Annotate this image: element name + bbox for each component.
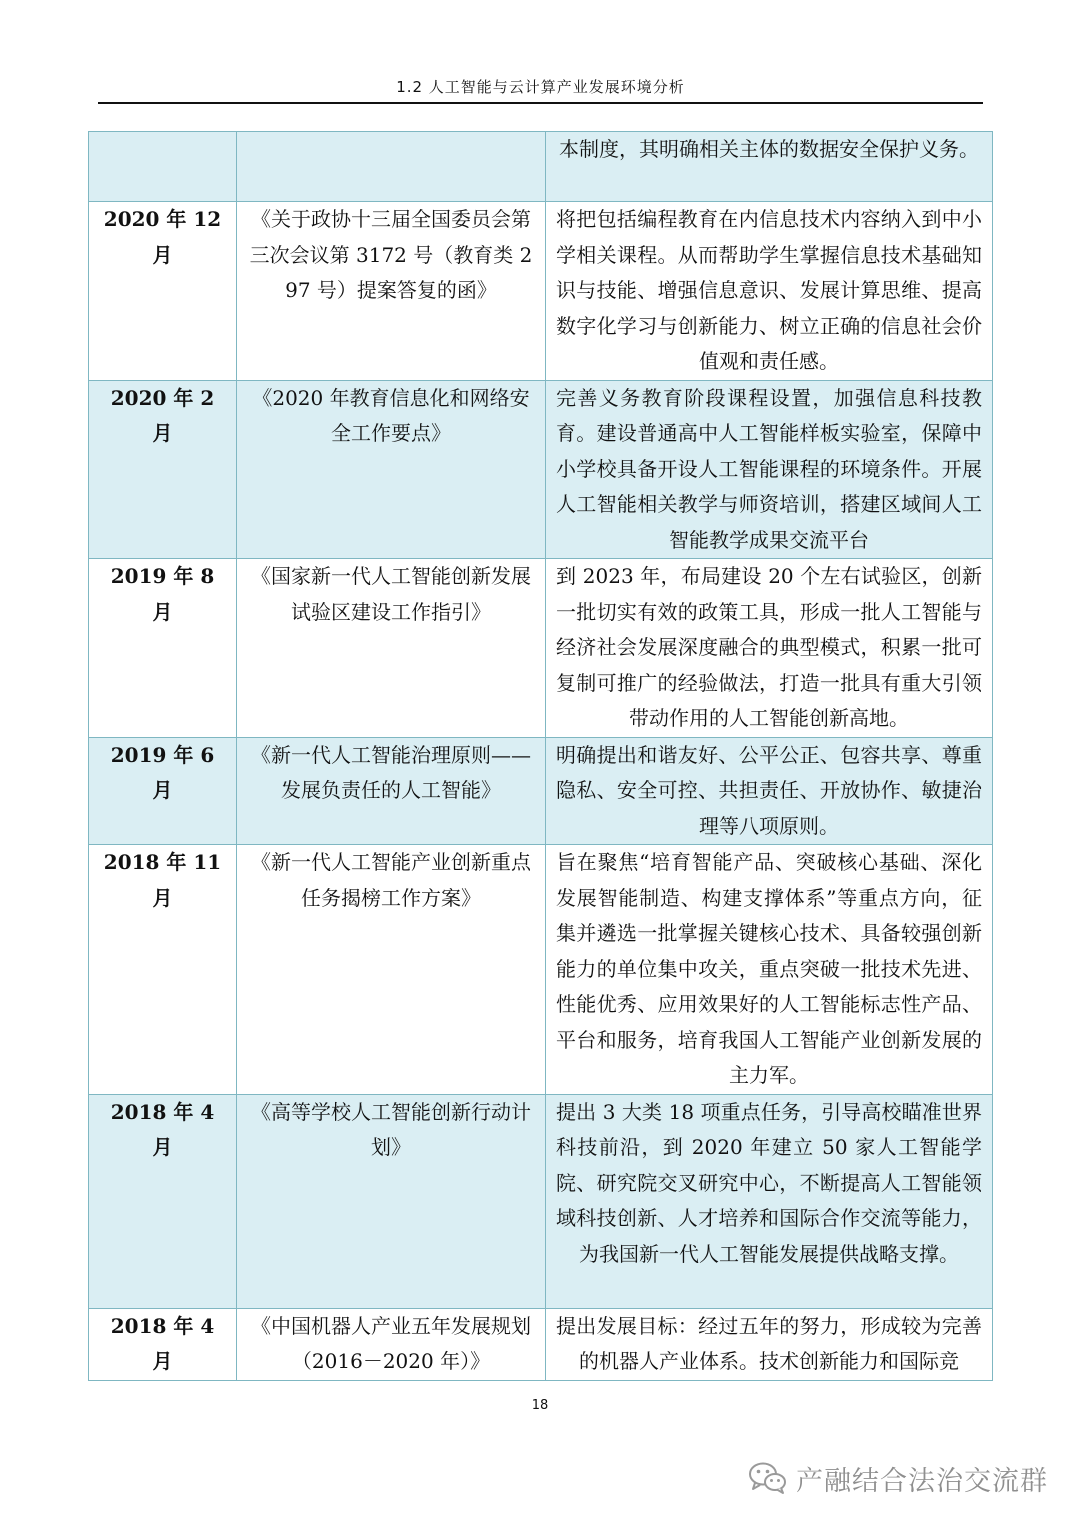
policy-document: 《2020 年教育信息化和网络安全工作要点》: [237, 380, 546, 559]
policy-description: 提出发展目标：经过五年的努力，形成较为完善的机器人产业体系。技术创新能力和国际竞: [546, 1308, 993, 1380]
table-row: [89, 132, 993, 202]
policy-document: 《新一代人工智能产业创新重点任务揭榜工作方案》: [237, 845, 546, 1095]
policy-date: [89, 132, 237, 202]
page-header-title: 1.2 人工智能与云计算产业发展环境分析: [396, 78, 685, 96]
policy-date: 2019 年 8 月: [89, 559, 237, 738]
policy-date: 2020 年 2 月: [89, 380, 237, 559]
policy-description: 旨在聚焦“培育智能产品、突破核心基础、深化发展智能制造、构建支撑体系”等重点方向，征集并遴选一批掌握关键核心技术、具备较强创新能力的单位集中攻关，重点突破一批技术先进、性能优秀、应用效果好的人工智能标志性产品、平台和服务，培育我国人工智能产业创新发展的主力军。: [546, 845, 993, 1095]
table-row: [89, 1308, 993, 1380]
policy-date: 2019 年 6 月: [89, 737, 237, 845]
policy-description: 完善义务教育阶段课程设置，加强信息科技教育。建设普通高中人工智能样板实验室，保障中小学校具备开设人工智能课程的环境条件。开展人工智能相关教学与师资培训，搭建区域间人工智能教学成果交流平台: [546, 380, 993, 559]
policy-description: 到 2023 年，布局建设 20 个左右试验区，创新一批切实有效的政策工具，形成一批人工智能与经济社会发展深度融合的典型模式，积累一批可复制可推广的经验做法，打造一批具有重大引领带动作用的人工智能创新高地。: [546, 559, 993, 738]
table-row: [89, 845, 993, 1095]
policy-document: 《国家新一代人工智能创新发展试验区建设工作指引》: [237, 559, 546, 738]
policy-document: [237, 132, 546, 202]
policy-document: 《中国机器人产业五年发展规划（2016－2020 年）》: [237, 1308, 546, 1380]
watermark: [748, 1458, 1048, 1498]
table-row: [89, 1094, 993, 1308]
policy-date: 2018 年 4 月: [89, 1094, 237, 1308]
policy-description: 明确提出和谐友好、公平公正、包容共享、尊重隐私、安全可控、共担责任、开放协作、敏捷治理等八项原则。: [546, 737, 993, 845]
policy-document: 《高等学校人工智能创新行动计划》: [237, 1094, 546, 1308]
page-header: [98, 74, 983, 104]
page-number: 18: [531, 1398, 549, 1413]
policy-date: 2018 年 11 月: [89, 845, 237, 1095]
table-row: [89, 737, 993, 845]
policy-table: [88, 131, 993, 1381]
policy-document: 《新一代人工智能治理原则——发展负责任的人工智能》: [237, 737, 546, 845]
table-row: [89, 559, 993, 738]
table-row: [89, 380, 993, 559]
policy-document: 《关于政协十三届全国委员会第三次会议第 3172 号（教育类 297 号）提案答复的函》: [237, 202, 546, 381]
policy-description: 提出 3 大类 18 项重点任务，引导高校瞄准世界科技前沿，到 2020 年建立 50 家人工智能学院、研究院交叉研究中心，不断提高人工智能领域科技创新、人才培养和国际合作交流等能力，为我国新一代人工智能发展提供战略支撑。: [546, 1094, 993, 1308]
policy-date: 2020 年 12 月: [89, 202, 237, 381]
policy-description: 将把包括编程教育在内信息技术内容纳入到中小学相关课程。从而帮助学生掌握信息技术基础知识与技能、增强信息意识、发展计算思维、提高数字化学习与创新能力、树立正确的信息社会价值观和责任感。: [546, 202, 993, 381]
table-row: [89, 202, 993, 381]
watermark-text: 产融结合法治交流群: [796, 1465, 1048, 1497]
wechat-icon: [748, 1460, 788, 1496]
policy-description: 本制度，其明确相关主体的数据安全保护义务。: [546, 132, 993, 202]
policy-date: 2018 年 4 月: [89, 1308, 237, 1380]
